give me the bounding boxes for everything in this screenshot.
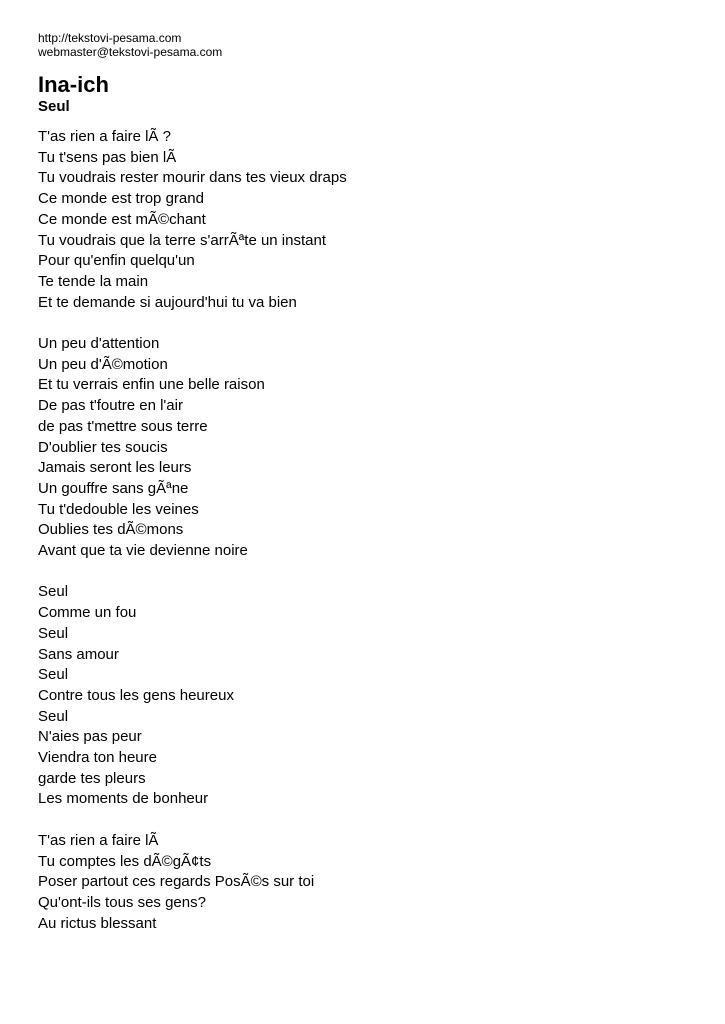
lyric-line: Tu t'sens pas bien lÃ [38, 148, 177, 166]
lyric-line: Tu comptes les dÃ©gÃ¢ts [38, 852, 212, 870]
lyric-line: Jamais seront les leurs [38, 459, 192, 477]
lyric-line: garde tes pleurs [38, 769, 146, 787]
lyric-line: Comme un fou [38, 604, 137, 622]
lyrics-stanza [38, 831, 698, 935]
lyric-line: Ce monde est trop grand [38, 190, 204, 208]
lyric-line: Sans amour [38, 645, 119, 663]
lyrics-body [38, 127, 698, 934]
song-title: Seul [38, 98, 70, 115]
lyric-line: T'as rien a faire lÃ ? [38, 128, 171, 145]
lyric-line: Pour qu'enfin quelqu'un [38, 252, 195, 270]
lyric-line: Seul [38, 707, 69, 725]
lyric-line: N'aies pas peur [38, 728, 142, 746]
lyric-line: Oublies tes dÃ©mons [38, 521, 184, 539]
document-page [38, 31, 698, 955]
lyric-line: Au rictus blessant [38, 914, 157, 932]
lyric-line: Seul [38, 624, 69, 642]
lyric-line: Poser partout ces regards PosÃ©s sur toi [38, 873, 315, 891]
lyric-line: de pas t'mettre sous terre [38, 417, 208, 435]
lyric-line: Et te demande si aujourd'hui tu va bien [38, 293, 297, 311]
lyric-line: Les moments de bonheur [38, 790, 209, 808]
site-url: http://tekstovi-pesama.com [38, 31, 182, 45]
lyric-line: Contre tous les gens heureux [38, 686, 234, 704]
lyric-line: Avant que ta vie devienne noire [38, 542, 248, 560]
lyric-line: Qu'ont-ils tous ses gens? [38, 893, 206, 911]
lyrics-stanza [38, 582, 698, 810]
lyric-line: Ce monde est mÃ©chant [38, 210, 206, 228]
lyric-line: Tu voudrais rester mourir dans tes vieux draps [38, 169, 347, 187]
lyric-line: Un gouffre sans gÃªne [38, 479, 189, 497]
site-header [38, 31, 698, 59]
lyric-line: Et tu verrais enfin une belle raison [38, 376, 265, 394]
lyric-line: T'as rien a faire lÃ [38, 831, 159, 849]
site-email: webmaster@tekstovi-pesama.com [38, 45, 223, 59]
lyrics-stanza [38, 334, 698, 562]
lyric-line: Un peu d'attention [38, 335, 160, 353]
lyric-line: Viendra ton heure [38, 749, 157, 767]
lyric-line: Tu t'dedouble les veines [38, 500, 199, 518]
lyric-line: De pas t'foutre en l'air [38, 397, 183, 415]
lyric-line: Te tende la main [38, 272, 149, 290]
lyric-line: Seul [38, 583, 69, 601]
lyric-line: Tu voudrais que la terre s'arrÃªte un instant [38, 231, 327, 249]
lyric-line: Seul [38, 666, 69, 684]
lyric-line: D'oublier tes soucis [38, 438, 168, 456]
artist-name: Ina-ich [38, 72, 109, 97]
lyric-line: Un peu d'Ã©motion [38, 355, 168, 373]
lyrics-stanza [38, 127, 698, 313]
